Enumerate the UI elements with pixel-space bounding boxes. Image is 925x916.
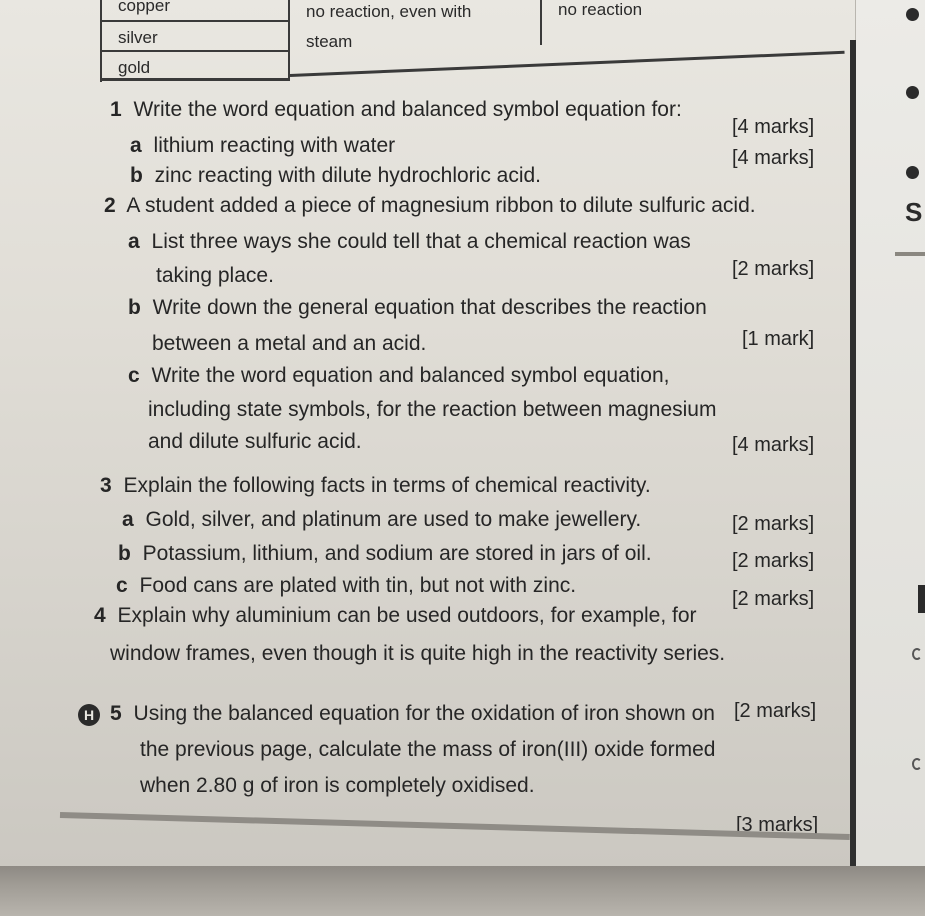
question-2 [104,194,756,218]
part-label: c [116,574,128,597]
question-text: Write the word equation and balanced symbol equation for: [133,98,682,121]
question-2a [128,230,691,254]
side-heading-letter: S [905,197,923,227]
table-cell-metal: copper [118,0,170,15]
part-text-continued: between a metal and an acid. [152,332,427,355]
part-text: Write the word equation and balanced symbol equation, [151,364,670,387]
part-text-continued: taking place. [156,264,274,287]
question-number: 5 [110,702,122,725]
question-text: Explain the following facts in terms of chemical reactivity. [123,474,651,497]
marks-label: [1 mark] [742,328,815,350]
marks-label: [2 marks] [734,700,817,722]
marks-label: [4 marks] [732,147,815,169]
question-text: Using the balanced equation for the oxidation of iron shown on [133,702,715,725]
marks-label: [2 marks] [732,550,815,572]
question-3a [122,508,641,532]
side-bullet-icon [906,86,919,99]
page-edge [850,40,856,870]
higher-tier-icon: H [78,704,100,726]
table-border [290,51,845,77]
question-1a [130,134,395,158]
question-number: 1 [110,98,122,121]
part-text-continued: and dilute sulfuric acid. [148,430,362,453]
question-text-continued: window frames, even though it is quite high in the reactivity series. [110,642,726,665]
table-cell-water: no reaction, even with [306,2,472,21]
table-cell-water: steam [306,32,353,51]
question-1 [110,98,682,122]
part-label: b [118,542,131,565]
table-cell-metal: silver [118,28,158,47]
part-label: a [130,134,142,157]
table-cell-acid: no reaction [558,0,643,19]
part-text: zinc reacting with dilute hydrochloric acid. [154,164,542,187]
part-text: Write down the general equation that describes the reaction [152,296,707,319]
part-text: lithium reacting with water [153,134,396,157]
side-divider [895,252,925,256]
part-text: Potassium, lithium, and sodium are stored in jars of oil. [142,542,652,565]
table-border [102,20,290,22]
marks-label: [2 marks] [732,513,815,535]
marks-label: [2 marks] [732,588,815,610]
question-2b [128,296,707,320]
question-text: Explain why aluminium can be used outdoors, for example, for [117,604,697,627]
side-bullet-icon [906,166,919,179]
table-border [540,0,542,45]
question-3c [116,574,576,598]
part-label: a [128,230,140,253]
table-border [102,50,290,52]
side-bracket-icon [912,758,922,770]
table-border [100,0,102,82]
marks-label: [3 marks] [736,814,819,836]
question-number: 3 [100,474,112,497]
question-3 [100,474,651,498]
reactivity-table [100,0,845,80]
question-2c [128,364,669,388]
marks-label: [2 marks] [732,258,815,280]
page-bottom-edge [0,866,925,916]
question-text-continued: when 2.80 g of iron is completely oxidised. [140,774,535,797]
question-1b [130,164,541,188]
side-bullet-icon [906,8,919,21]
question-3b [118,542,652,566]
table-cell-metal: gold [118,58,151,77]
marks-label: [4 marks] [732,116,815,138]
part-label: a [122,508,134,531]
part-label: b [130,164,143,187]
side-bar-mark [918,585,925,613]
part-text: Gold, silver, and platinum are used to make jewellery. [145,508,642,531]
part-text: Food cans are plated with tin, but not with zinc. [139,574,577,597]
question-5 [110,702,715,726]
question-4 [94,604,697,628]
part-label: c [128,364,140,387]
table-border [288,0,290,78]
marks-label: [4 marks] [732,434,815,456]
question-number: 4 [94,604,106,627]
part-text-continued: including state symbols, for the reaction between magnesium [148,398,717,421]
footer-rule [60,812,850,840]
side-bracket-icon [912,648,922,660]
question-number: 2 [104,194,116,217]
part-text: List three ways she could tell that a chemical reaction was [151,230,691,253]
question-text: A student added a piece of magnesium ribbon to dilute sulfuric acid. [126,194,756,217]
part-label: b [128,296,141,319]
table-border [100,78,290,81]
question-text-continued: the previous page, calculate the mass of iron(III) oxide formed [140,738,716,761]
adjacent-page-strip [855,0,925,916]
